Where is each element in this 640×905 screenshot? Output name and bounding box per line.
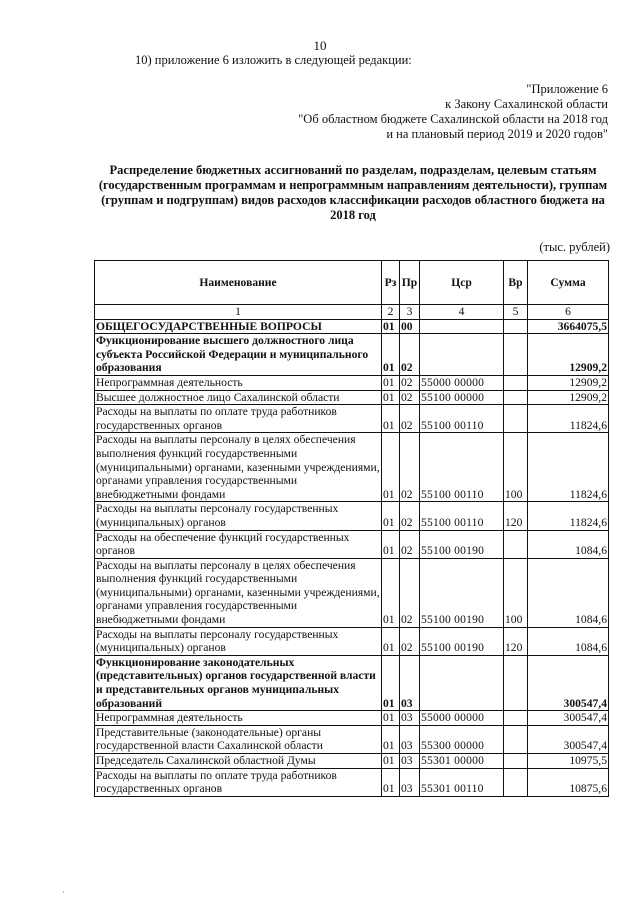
table-row	[95, 627, 609, 655]
cell-sum: 300547,4	[528, 725, 609, 753]
cell-rz: 01	[382, 725, 400, 753]
cell-name: Расходы на выплаты персоналу государственных (муниципальных) органов	[95, 627, 382, 655]
header-pr: Пр	[400, 261, 420, 305]
table-row	[95, 502, 609, 530]
cell-pr: 02	[400, 530, 420, 558]
cell-pr: 02	[400, 390, 420, 405]
cell-name: ОБЩЕГОСУДАРСТВЕННЫЕ ВОПРОСЫ	[95, 319, 382, 334]
cell-vr	[504, 405, 528, 433]
table-row	[95, 390, 609, 405]
table-header-row	[95, 261, 609, 305]
units-label: (тыс. рублей)	[539, 240, 610, 254]
table-row	[95, 558, 609, 627]
cell-sum: 1084,6	[528, 558, 609, 627]
annex-line: "Об областном бюджете Сахалинской области на 2018 год	[298, 112, 608, 126]
cell-sum: 11824,6	[528, 433, 609, 502]
column-number: 6	[528, 305, 609, 320]
table-body	[95, 319, 609, 796]
cell-name: Расходы на выплаты персоналу в целях обеспечения выполнения функций государственными (муниципальными) органами, казенными учреждениями, органами управления государственными внебюджетными фондами	[96, 433, 380, 501]
cell-pr: 02	[400, 334, 420, 376]
cell-csr: 55100 00190	[420, 558, 504, 627]
table-row	[95, 725, 609, 753]
table-row	[95, 433, 609, 502]
cell-sum: 12909,2	[528, 334, 609, 376]
column-number: 1	[95, 305, 382, 320]
cell-rz: 01	[382, 754, 400, 769]
cell-name: Расходы на выплаты персоналу государственных (муниципальных) органов	[95, 502, 382, 530]
cell-vr	[504, 711, 528, 726]
cell-vr	[504, 754, 528, 769]
cell-sum: 300547,4	[528, 711, 609, 726]
cell-name: Функционирование высшего должностного лица субъекта Российской Федерации и муниципального образования	[95, 334, 382, 376]
cell-name: Функционирование законодательных (представительных) органов государственной власти и представительных органов муниципальных образований	[95, 655, 382, 710]
cell-sum: 11824,6	[528, 405, 609, 433]
header-name: Наименование	[95, 261, 382, 305]
annex-header	[298, 82, 608, 142]
cell-pr: 02	[400, 433, 420, 502]
cell-rz: 01	[382, 768, 400, 796]
table-row	[95, 711, 609, 726]
cell-name: Председатель Сахалинской областной Думы	[95, 754, 382, 769]
cell-vr	[504, 655, 528, 710]
column-number: 4	[420, 305, 504, 320]
cell-rz: 01	[382, 627, 400, 655]
cell-pr: 03	[400, 725, 420, 753]
table-row	[95, 754, 609, 769]
cell-csr: 55000 00000	[420, 711, 504, 726]
cell-rz: 01	[382, 558, 400, 627]
cell-rz: 01	[382, 390, 400, 405]
cell-name: Расходы на выплаты по оплате труда работников государственных органов	[95, 768, 382, 796]
cell-rz: 01	[382, 655, 400, 710]
cell-vr: 100	[504, 433, 528, 502]
cell-name: Расходы на выплаты по оплате труда работников государственных органов	[95, 405, 382, 433]
table-row	[95, 655, 609, 710]
cell-sum: 1084,6	[528, 530, 609, 558]
cell-rz: 01	[382, 711, 400, 726]
cell-sum: 10875,6	[528, 768, 609, 796]
cell-csr: 55100 00110	[420, 433, 504, 502]
cell-name: Высшее должностное лицо Сахалинской области	[95, 390, 382, 405]
cell-name: Расходы на обеспечение функций государственных органов	[95, 530, 382, 558]
cell-csr: 55100 00190	[420, 530, 504, 558]
page-number: 10	[313, 38, 327, 53]
cell-csr	[420, 319, 504, 334]
table-row	[95, 375, 609, 390]
header-sum: Сумма	[528, 261, 609, 305]
cell-pr: 02	[400, 627, 420, 655]
cell-vr: 120	[504, 627, 528, 655]
intro-line: 10) приложение 6 изложить в следующей редакции:	[135, 53, 412, 67]
column-number: 5	[504, 305, 528, 320]
cell-rz: 01	[382, 502, 400, 530]
annex-line: к Закону Сахалинской области	[445, 97, 608, 111]
cell-pr: 03	[400, 655, 420, 710]
cell-rz: 01	[382, 530, 400, 558]
cell-vr	[504, 319, 528, 334]
cell-pr: 02	[400, 375, 420, 390]
cell-sum: 3664075,5	[528, 319, 609, 334]
cell-vr	[504, 375, 528, 390]
cell-csr	[420, 334, 504, 376]
annex-line: и на плановый период 2019 и 2020 годов"	[386, 127, 608, 141]
cell-sum: 12909,2	[528, 375, 609, 390]
cell-rz: 01	[382, 405, 400, 433]
header-rz: Рз	[382, 261, 400, 305]
cell-pr: 00	[400, 319, 420, 334]
cell-sum: 10975,5	[528, 754, 609, 769]
scan-mark: ·	[62, 888, 65, 897]
cell-name: Непрограммная деятельность	[95, 375, 382, 390]
cell-csr: 55100 00190	[420, 627, 504, 655]
cell-pr: 02	[400, 405, 420, 433]
cell-csr: 55301 00110	[420, 768, 504, 796]
cell-pr: 02	[400, 558, 420, 627]
column-number: 3	[400, 305, 420, 320]
header-vr: Вр	[504, 261, 528, 305]
cell-vr	[504, 530, 528, 558]
cell-pr: 03	[400, 754, 420, 769]
cell-rz: 01	[382, 433, 400, 502]
annex-line: "Приложение 6	[526, 82, 608, 96]
table-row	[95, 334, 609, 376]
cell-vr: 100	[504, 558, 528, 627]
cell-name: Представительные (законодательные) органы государственной власти Сахалинской области	[95, 725, 382, 753]
column-number: 2	[382, 305, 400, 320]
table-row	[95, 768, 609, 796]
cell-csr: 55300 00000	[420, 725, 504, 753]
cell-name: Непрограммная деятельность	[95, 711, 382, 726]
cell-pr: 03	[400, 711, 420, 726]
cell-csr: 55000 00000	[420, 375, 504, 390]
cell-csr: 55100 00110	[420, 502, 504, 530]
cell-rz: 01	[382, 375, 400, 390]
column-number-row	[95, 305, 609, 320]
document-title: Распределение бюджетных ассигнований по разделам, подразделам, целевым статьям (государственным программам и непрограммным направлениям деятельности), группам (группам и подгруппам) видов расходов классификации расходов областного бюджета на 2018 год	[98, 163, 608, 222]
table-row	[95, 319, 609, 334]
table-row	[95, 530, 609, 558]
cell-rz: 01	[382, 334, 400, 376]
cell-name: Расходы на выплаты персоналу в целях обеспечения выполнения функций государственными (муниципальными) органами, казенными учреждениями, органами управления государственными внебюджетными фондами	[96, 558, 380, 627]
cell-sum: 11824,6	[528, 502, 609, 530]
cell-vr	[504, 725, 528, 753]
cell-vr: 120	[504, 502, 528, 530]
cell-vr	[504, 768, 528, 796]
cell-vr	[504, 390, 528, 405]
cell-pr: 03	[400, 768, 420, 796]
header-csr: Цср	[420, 261, 504, 305]
cell-csr	[420, 655, 504, 710]
cell-sum: 12909,2	[528, 390, 609, 405]
cell-sum: 300547,4	[528, 655, 609, 710]
cell-csr: 55100 00110	[420, 405, 504, 433]
budget-table	[94, 260, 609, 797]
cell-sum: 1084,6	[528, 627, 609, 655]
cell-csr: 55301 00000	[420, 754, 504, 769]
cell-pr: 02	[400, 502, 420, 530]
cell-vr	[504, 334, 528, 376]
table-row	[95, 405, 609, 433]
cell-csr: 55100 00000	[420, 390, 504, 405]
cell-rz: 01	[382, 319, 400, 334]
